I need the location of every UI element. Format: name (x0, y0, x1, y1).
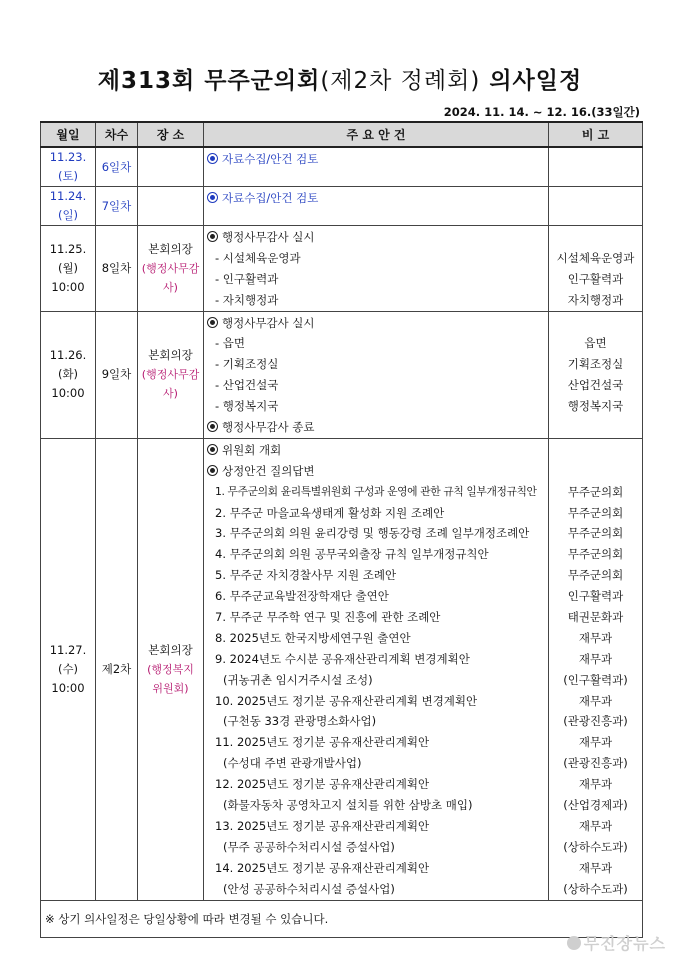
footnote-row (41, 900, 643, 937)
agenda-text: 8. 2025년도 한국지방세연구원 출연안 (215, 630, 411, 645)
agenda-text: 상정안건 질의답변 (222, 463, 315, 478)
bullet-icon (207, 465, 218, 476)
session-cell: 8일차 (96, 226, 138, 312)
agenda-text: 14. 2025년도 정기분 공유재산관리계획안 (215, 860, 430, 875)
header-remarks: 비 고 (549, 122, 643, 147)
agenda-text: 자료수집/안건 검토 (222, 191, 319, 205)
agenda-item (207, 417, 548, 438)
table-row (41, 438, 643, 900)
remark-item: (관광진흥과) (563, 756, 628, 771)
remark-item: 인구활력과 (567, 271, 624, 286)
date-line: 11.23. (49, 150, 87, 164)
agenda-item (207, 375, 548, 396)
agenda-item (207, 188, 548, 209)
agenda-text: 11. 2025년도 정기분 공유재산관리계획안 (215, 735, 430, 750)
remark-item: 시설체육운영과 (556, 250, 635, 265)
remark-item: 재무과 (578, 693, 613, 708)
agenda-text: - 산업건설국 (215, 378, 279, 393)
watermark (567, 931, 666, 954)
date-cell (41, 147, 96, 187)
agenda-item (207, 691, 548, 712)
agenda-cell (204, 311, 549, 438)
agenda-item (207, 396, 548, 417)
remark-item: 재무과 (578, 777, 613, 792)
agenda-item (207, 858, 548, 879)
date-cell (41, 438, 96, 900)
date-line: 10:00 (51, 386, 85, 401)
agenda-text: 위원회 개회 (222, 442, 282, 457)
remark-item (549, 461, 642, 482)
remark-item: 기획조정실 (567, 357, 624, 372)
place-cell (138, 438, 204, 900)
remark-item (549, 440, 642, 461)
agenda-item (207, 290, 548, 311)
date-line: (일) (57, 208, 79, 222)
agenda-cell (204, 438, 549, 900)
place-subtitle: (행정사무감사) (141, 261, 200, 294)
session-period: 2024. 11. 14. ~ 12. 16.(33일간) (443, 105, 640, 119)
remarks-cell (549, 147, 643, 187)
header-agenda: 주 요 안 건 (204, 122, 549, 147)
bullet-icon (207, 317, 218, 328)
agenda-text: - 자치행정과 (215, 292, 279, 307)
header-session: 차수 (96, 122, 138, 147)
agenda-item (207, 607, 548, 628)
agenda-item (207, 816, 548, 837)
table-row (41, 226, 643, 312)
agenda-text: 10. 2025년도 정기분 공유재산관리계획 변경계획안 (215, 693, 478, 708)
agenda-cell (204, 187, 549, 226)
place-cell (138, 311, 204, 438)
date-line: (수) (57, 661, 79, 676)
remark-item: 읍면 (584, 336, 607, 351)
place-cell (138, 226, 204, 312)
place-name: 본회의장 (148, 241, 193, 256)
agenda-item (207, 482, 548, 503)
date-line: 11.24. (49, 189, 87, 203)
agenda-text: 4. 무주군의회 의원 공무국외출장 규칙 일부개정규칙안 (215, 547, 489, 562)
agenda-text: 6. 무주군교육발전장학재단 출연안 (215, 589, 389, 604)
agenda-item (207, 461, 548, 482)
agenda-item (207, 711, 548, 732)
agenda-item (207, 227, 548, 248)
agenda-item (207, 628, 548, 649)
agenda-text: (구천동 33경 관광명소화사업) (223, 714, 377, 729)
place-name: 본회의장 (148, 348, 193, 363)
agenda-item (207, 313, 548, 334)
remarks-cell (549, 438, 643, 900)
remark-item: 무주군의회 (567, 547, 624, 562)
agenda-item (207, 774, 548, 795)
agenda-text: - 인구활력과 (215, 271, 279, 286)
remarks-cell (549, 311, 643, 438)
bullet-icon (207, 192, 218, 203)
bullet-icon (207, 444, 218, 455)
remark-item: 재무과 (578, 735, 613, 750)
session-cell: 9일차 (96, 311, 138, 438)
session-cell: 6일차 (96, 147, 138, 187)
schedule-table (40, 121, 643, 938)
agenda-item (207, 753, 548, 774)
remark-item (549, 227, 642, 248)
agenda-item (207, 269, 548, 290)
agenda-item (207, 333, 548, 354)
table-row (41, 311, 643, 438)
remark-item: 자치행정과 (567, 292, 624, 307)
agenda-item (207, 837, 548, 858)
remark-item: 인구활력과 (567, 589, 624, 604)
remark-item: 재무과 (578, 630, 613, 645)
date-line: 11.27. (49, 642, 87, 657)
place-cell (138, 187, 204, 226)
agenda-text: 행정사무감사 실시 (222, 315, 315, 330)
remark-item: 재무과 (578, 818, 613, 833)
agenda-item (207, 440, 548, 461)
remark-item: (상하수도과) (563, 881, 628, 896)
title-main: 제313회 무주군의회 (97, 68, 321, 94)
remark-item: (인구활력과) (563, 672, 628, 687)
remark-item: 재무과 (578, 651, 613, 666)
remark-item (549, 313, 642, 334)
remarks-cell (549, 226, 643, 312)
header-place: 장 소 (138, 122, 204, 147)
date-cell (41, 311, 96, 438)
title-sub: (제2차 정례회) (320, 68, 481, 94)
remark-item: (상하수도과) (563, 839, 628, 854)
document-title (0, 62, 680, 95)
remark-item: 무주군의회 (567, 484, 624, 499)
remark-item (549, 417, 642, 438)
agenda-text: - 기획조정실 (215, 357, 279, 372)
date-line: 10:00 (51, 680, 85, 695)
date-cell (41, 226, 96, 312)
date-cell (41, 187, 96, 226)
remark-item: 재무과 (578, 860, 613, 875)
agenda-text: - 읍면 (215, 336, 246, 351)
date-line: 11.26. (49, 348, 87, 363)
agenda-text: 2. 무주군 마을교육생태계 활성화 지원 조례안 (215, 505, 445, 520)
date-line: (화) (57, 367, 79, 382)
remark-item: (산업경제과) (563, 798, 628, 813)
session-cell: 제2차 (96, 438, 138, 900)
agenda-text: 자료수집/안건 검토 (222, 152, 319, 166)
footnote: ※ 상기 의사일정은 당일상황에 따라 변경될 수 있습니다. (41, 900, 643, 937)
date-line: (월) (57, 260, 79, 275)
date-line: 10:00 (51, 279, 85, 294)
agenda-item (207, 586, 548, 607)
remarks-cell (549, 187, 643, 226)
agenda-item (207, 523, 548, 544)
agenda-text: (귀농귀촌 임시거주시설 조성) (223, 672, 373, 687)
agenda-item (207, 248, 548, 269)
remark-item: 산업건설국 (567, 378, 624, 393)
place-name: 본회의장 (148, 642, 193, 657)
agenda-item (207, 732, 548, 753)
bullet-icon (207, 153, 218, 164)
agenda-text: (안성 공공하수처리시설 증설사업) (223, 881, 395, 896)
agenda-text: 1. 무주군의회 윤리특별위원회 구성과 운영에 관한 규칙 일부개정규칙안 (215, 484, 537, 498)
remark-item: 무주군의회 (567, 505, 624, 520)
table-header-row (41, 122, 643, 147)
agenda-text: 7. 무주군 무주학 연구 및 진흥에 관한 조례안 (215, 610, 441, 625)
agenda-text: 3. 무주군의회 의원 윤리강령 및 행동강령 조례 일부개정조례안 (215, 526, 530, 541)
agenda-text: 5. 무주군 자치경찰사무 지원 조례안 (215, 568, 397, 583)
remark-item: 행정복지국 (567, 399, 624, 414)
agenda-text: (수성대 주변 관광개발사업) (223, 756, 362, 771)
agenda-text: - 행정복지국 (215, 399, 279, 414)
place-subtitle: (행정사무감사) (141, 368, 200, 401)
agenda-item (207, 670, 548, 691)
agenda-item (207, 565, 548, 586)
watermark-text: 무진장뉴스 (583, 934, 666, 953)
agenda-cell (204, 226, 549, 312)
session-cell: 7일차 (96, 187, 138, 226)
agenda-text: 행정사무감사 종료 (222, 420, 315, 435)
agenda-text: (화물자동차 공영차고지 설치를 위한 삼방초 매입) (223, 798, 473, 813)
agenda-text: (무주 공공하수처리시설 증설사업) (223, 839, 395, 854)
agenda-item (207, 149, 548, 170)
place-subtitle: (행정복지 위원회) (147, 662, 194, 695)
agenda-item (207, 354, 548, 375)
place-cell (138, 147, 204, 187)
agenda-item (207, 795, 548, 816)
bullet-icon (207, 231, 218, 242)
agenda-cell (204, 147, 549, 187)
agenda-text: 12. 2025년도 정기분 공유재산관리계획안 (215, 777, 430, 792)
agenda-text: 13. 2025년도 정기분 공유재산관리계획안 (215, 818, 430, 833)
agenda-item (207, 879, 548, 900)
logo-icon (567, 936, 581, 950)
agenda-item (207, 503, 548, 524)
agenda-text: - 시설체육운영과 (215, 250, 301, 265)
remark-item: 무주군의회 (567, 526, 624, 541)
agenda-text: 행정사무감사 실시 (222, 230, 315, 244)
title-tail: 의사일정 (480, 68, 583, 94)
header-date: 월일 (41, 122, 96, 147)
date-line: 11.25. (49, 241, 87, 256)
table-row (41, 187, 643, 226)
remark-item: 무주군의회 (567, 568, 624, 583)
bullet-icon (207, 421, 218, 432)
remark-item: (관광진흥과) (563, 714, 628, 729)
agenda-text: 9. 2024년도 수시분 공유재산관리계획 변경계획안 (215, 651, 470, 666)
table-row (41, 147, 643, 187)
date-line: (토) (57, 169, 79, 183)
agenda-item (207, 649, 548, 670)
agenda-item (207, 544, 548, 565)
remark-item: 태권문화과 (567, 610, 624, 625)
